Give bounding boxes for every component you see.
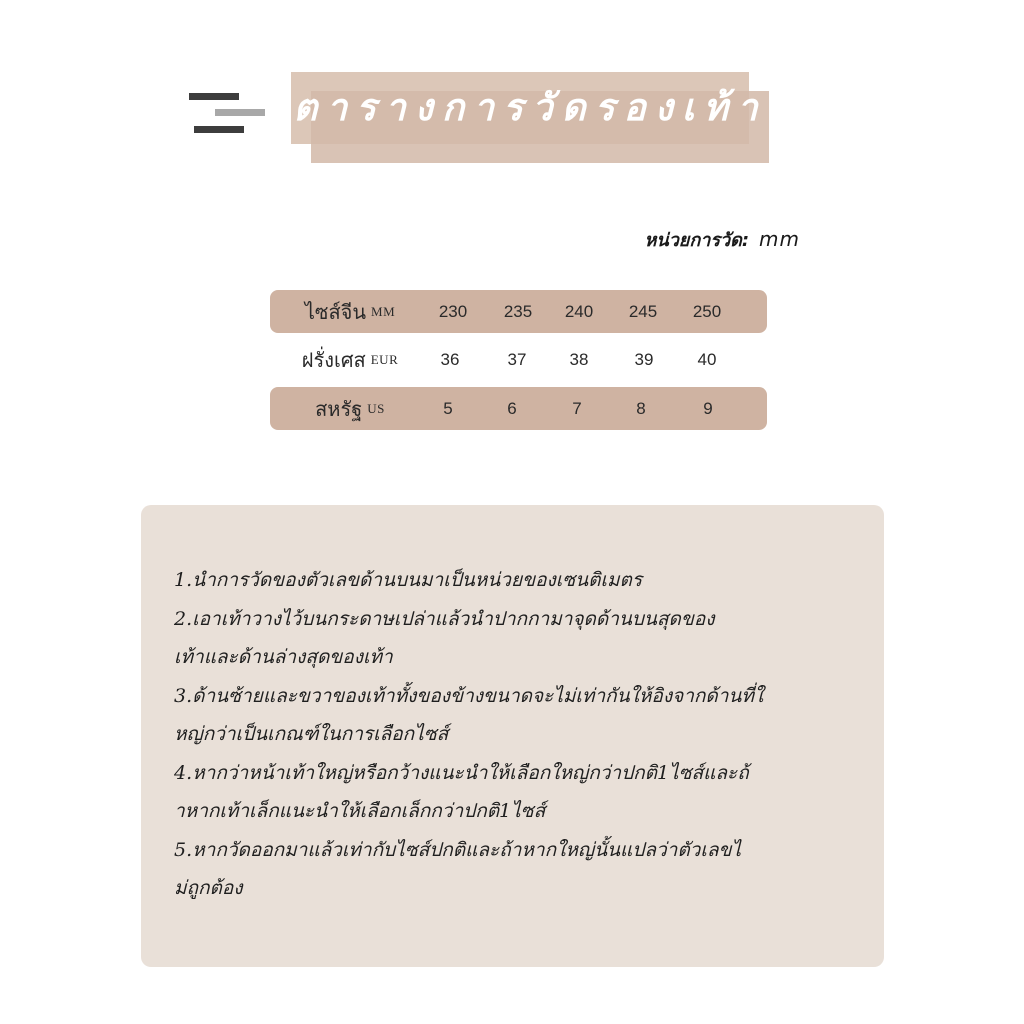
size-row-china [270, 290, 767, 333]
size-cell: 240 [564, 301, 594, 321]
row-label [270, 290, 430, 333]
menu-line-middle [215, 109, 265, 116]
instruction-line: 2.เอาเท้าวางไว้บนกระดาษเปล่าแล้วนำปากกามาจุดด้านบนสุดของ [174, 607, 715, 630]
size-cell: 245 [628, 301, 658, 321]
instructions-panel [141, 505, 884, 967]
size-cell: 39 [634, 349, 654, 369]
measurement-unit [560, 225, 800, 254]
size-cell: 230 [438, 301, 468, 321]
size-cell: 9 [703, 398, 713, 418]
row-label-text: ฝรั่งเศส [301, 347, 366, 372]
unit-value: mm [759, 227, 800, 251]
instruction-line: ม่ถูกต้อง [174, 877, 243, 899]
size-cell: 37 [507, 349, 527, 369]
row-unit: MM [371, 303, 396, 319]
instruction-line: หญ่กว่าเป็นเกณฑ์ในการเลือกไซส์ [174, 723, 449, 745]
instruction-line: 1.นำการวัดของตัวเลขด้านบนมาเป็นหน่วยของเซนติเมตร [174, 569, 643, 591]
row-unit: US [367, 400, 385, 416]
size-cell: 250 [692, 301, 722, 321]
row-label-text: สหรัฐ [315, 396, 363, 421]
size-cell: 235 [503, 301, 533, 321]
unit-label: หน่วยการวัด: [644, 230, 750, 251]
size-cell: 8 [636, 398, 646, 418]
row-label [270, 387, 430, 430]
instruction-line: 3.ด้านซ้ายและขวาของเท้าทั้งของข้างขนาดจะไม่เท่ากันให้อิงจากด้านที่ใ [174, 684, 764, 707]
size-row-eur [270, 338, 767, 381]
instruction-line: เท้าและด้านล่างสุดของเท้า [174, 646, 393, 668]
size-cell: 40 [697, 349, 717, 369]
menu-line-top [189, 93, 239, 100]
size-cell: 38 [569, 349, 589, 369]
menu-line-bottom [194, 126, 244, 133]
page-title: ตารางการวัดรองเท้า [293, 86, 767, 129]
size-cell: 36 [440, 349, 460, 369]
size-cell: 5 [443, 398, 453, 418]
instruction-line: าหากเท้าเล็กแนะนำให้เลือกเล็กกว่าปกติ1ไซส์ [174, 800, 546, 822]
size-row-us [270, 387, 767, 430]
instruction-list [174, 561, 864, 908]
menu-lines-icon [189, 93, 269, 135]
row-unit: EUR [370, 351, 399, 367]
row-label-text: ไซส์จีน [304, 299, 367, 324]
instruction-line: 5.หากวัดออกมาแล้วเท่ากับไซส์ปกติและถ้าหากใหญ่นั้นแปลว่าตัวเลขไ [174, 838, 742, 861]
instruction-line: 4.หากว่าหน้าเท้าใหญ่หรือกว้างแนะนำให้เลือกใหญ่กว่าปกติ1ไซส์และถ้ [174, 761, 749, 784]
size-cell: 7 [572, 398, 582, 418]
row-label [270, 338, 430, 381]
size-cell: 6 [507, 398, 517, 418]
